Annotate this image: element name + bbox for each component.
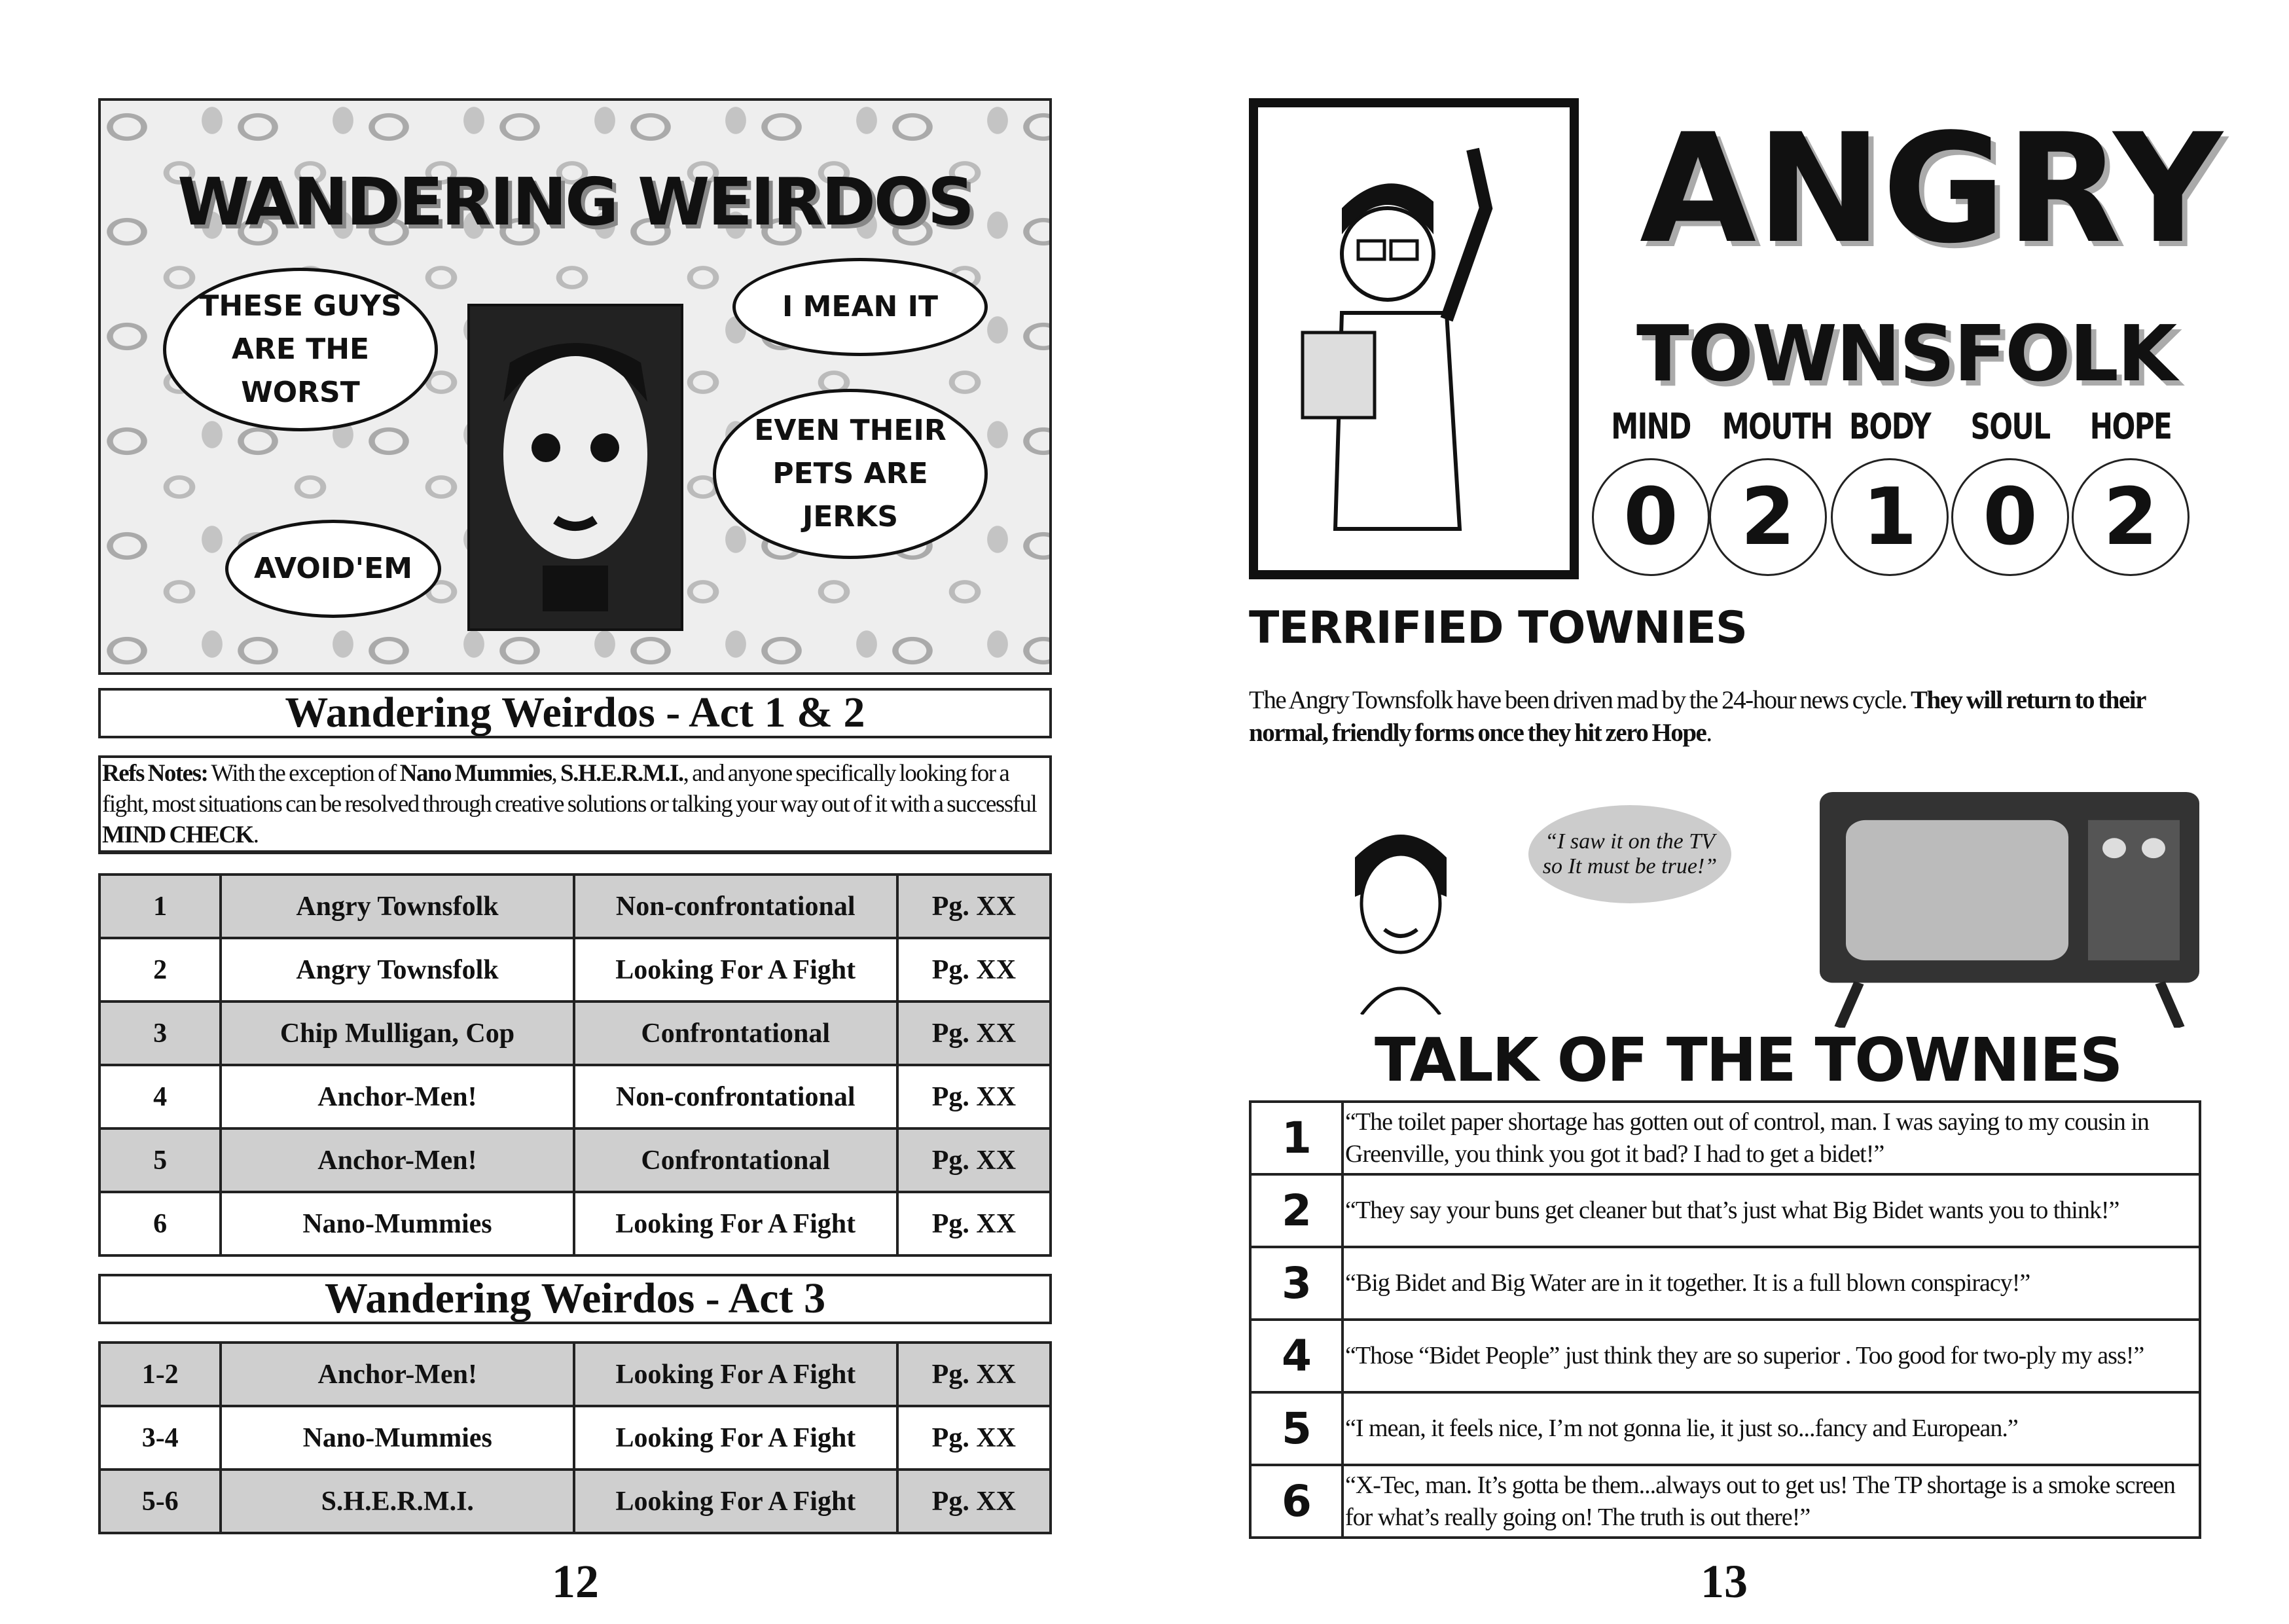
table-row — [1250, 1102, 2200, 1174]
stat-value-body: 1 — [1831, 458, 1949, 576]
roll-number: 5 — [1250, 1392, 1343, 1465]
speech-bubble: “I saw it on the TV so It must be true!” — [1528, 805, 1731, 903]
act-1-2-header: Wandering Weirdos - Act 1 & 2 — [98, 688, 1052, 738]
page-ref-cell: Pg. XX — [897, 875, 1051, 938]
angry-townsfolk-illustration — [1249, 98, 1579, 579]
speech-bubble: AVOID'EM — [225, 520, 441, 618]
table-row — [99, 1001, 1051, 1065]
notes-bold: Nano Mummies — [399, 760, 552, 787]
banner-title: WANDERING WEIRDOS — [177, 164, 973, 240]
talk-title: TALK OF THE TOWNIES — [1375, 1025, 2122, 1095]
table-row — [99, 938, 1051, 1001]
roll-cell: 5 — [99, 1128, 221, 1192]
weirdo-face-illustration — [467, 304, 683, 631]
section-title: TERRIFIED TOWNIES — [1249, 602, 1748, 654]
page-number-12: 12 — [552, 1555, 599, 1608]
page-ref-cell: Pg. XX — [897, 1001, 1051, 1065]
attitude-cell: Looking For A Fight — [574, 1343, 897, 1406]
page-number-13: 13 — [1701, 1555, 1748, 1608]
attitude-cell: Non-confrontational — [574, 1065, 897, 1128]
attitude-cell: Looking For A Fight — [574, 1406, 897, 1470]
roll-cell: 1-2 — [99, 1343, 221, 1406]
act-3-header: Wandering Weirdos - Act 3 — [98, 1274, 1052, 1324]
rumor-text: “Big Bidet and Big Water are in it together. It is a full blown conspiracy!” — [1343, 1247, 2200, 1320]
stat-value-hope: 2 — [2072, 458, 2190, 576]
rumor-text: “Those “Bidet People” just think they are so superior . Too good for two-ply my ass!” — [1343, 1320, 2200, 1392]
description-text: The Angry Townsfolk have been driven mad by the 24-hour news cycle. — [1249, 686, 1911, 714]
attitude-cell: Looking For A Fight — [574, 1470, 897, 1533]
encounter-cell: Chip Mulligan, Cop — [221, 1001, 573, 1065]
table-row — [99, 875, 1051, 938]
encounter-cell: Nano-Mummies — [221, 1192, 573, 1255]
table-row — [99, 1128, 1051, 1192]
stat-label-body: BODY — [1848, 406, 1931, 447]
roll-cell: 2 — [99, 938, 221, 1001]
table-row — [1250, 1247, 2200, 1320]
encounter-cell: Nano-Mummies — [221, 1406, 574, 1470]
stat-label-hope: HOPE — [2089, 406, 2172, 447]
table-row — [99, 1192, 1051, 1255]
attitude-cell: Confrontational — [574, 1128, 897, 1192]
encounter-cell: Anchor-Men! — [221, 1128, 573, 1192]
rumor-text: “The toilet paper shortage has gotten out of control, man. I was saying to my cousin in Greenville, you think you got it bad? I had to get a bidet!” — [1343, 1102, 2200, 1174]
page-ref-cell: Pg. XX — [897, 938, 1051, 1001]
roll-number: 2 — [1250, 1174, 1343, 1247]
roll-cell: 6 — [99, 1192, 221, 1255]
stat-value-mouth: 2 — [1709, 458, 1827, 576]
notes-text: , — [551, 760, 561, 787]
roll-number: 1 — [1250, 1102, 1343, 1174]
wandering-weirdos-banner — [98, 98, 1052, 675]
notes-text: With the exception of — [207, 760, 400, 787]
talk-table — [1249, 1100, 2201, 1539]
table-row — [99, 1065, 1051, 1128]
speech-bubble: EVEN THEIR PETS ARE JERKS — [713, 389, 988, 559]
table-row — [1250, 1320, 2200, 1392]
notes-bold: MIND CHECK — [102, 821, 253, 848]
encounter-cell: Angry Townsfolk — [221, 875, 573, 938]
encounter-cell: Anchor-Men! — [221, 1065, 573, 1128]
notes-text: , and anyone specifically looking for a fight, most situations can be resolved through creative solutions or talking your way out of it with a successful — [102, 760, 1037, 818]
rumor-text: “I mean, it feels nice, I’m not gonna lie, it just so...fancy and European.” — [1343, 1392, 2200, 1465]
roll-cell: 1 — [99, 875, 221, 938]
encounter-cell: Angry Townsfolk — [221, 938, 573, 1001]
stat-value-soul: 0 — [1951, 458, 2069, 576]
notes-text: . — [253, 821, 259, 848]
description — [1249, 684, 2205, 749]
refs-notes — [98, 755, 1052, 854]
woman-illustration — [1335, 818, 1466, 1015]
roll-cell: 4 — [99, 1065, 221, 1128]
encounter-cell: Anchor-Men! — [221, 1343, 574, 1406]
table-row — [1250, 1465, 2200, 1538]
page-ref-cell: Pg. XX — [897, 1128, 1051, 1192]
table-row — [99, 1470, 1051, 1533]
act-1-2-table — [98, 873, 1052, 1257]
roll-number: 3 — [1250, 1247, 1343, 1320]
notes-label: Refs Notes: — [102, 760, 208, 787]
title-angry: ANGRY — [1640, 102, 2223, 277]
stat-label-mind: MIND — [1611, 406, 1691, 447]
rumor-text: “They say your buns get cleaner but that’s just what Big Bidet wants you to think!” — [1343, 1174, 2200, 1247]
stat-value-mind: 0 — [1592, 458, 1710, 576]
roll-number: 4 — [1250, 1320, 1343, 1392]
stat-label-soul: SOUL — [1970, 406, 2050, 447]
page-ref-cell: Pg. XX — [897, 1470, 1051, 1533]
table-row — [1250, 1174, 2200, 1247]
attitude-cell: Non-confrontational — [574, 875, 897, 938]
speech-bubble: THESE GUYS ARE THE WORST — [163, 268, 438, 431]
description-end: . — [1706, 719, 1712, 747]
stat-label-mouth: MOUTH — [1721, 406, 1832, 447]
tv-illustration — [1820, 792, 2199, 1028]
title-townsfolk: TOWNSFOLK — [1636, 308, 2176, 399]
attitude-cell: Confrontational — [574, 1001, 897, 1065]
roll-number: 6 — [1250, 1465, 1343, 1538]
speech-bubble: I MEAN IT — [732, 258, 988, 356]
description-bold: They will return to their normal, friendly forms once they hit zero Hope — [1249, 686, 2146, 747]
page-ref-cell: Pg. XX — [897, 1406, 1051, 1470]
notes-bold: S.H.E.R.M.I. — [560, 760, 683, 787]
attitude-cell: Looking For A Fight — [574, 938, 897, 1001]
encounter-cell: S.H.E.R.M.I. — [221, 1470, 574, 1533]
table-row — [99, 1406, 1051, 1470]
page-ref-cell: Pg. XX — [897, 1065, 1051, 1128]
roll-cell: 3-4 — [99, 1406, 221, 1470]
roll-cell: 5-6 — [99, 1470, 221, 1533]
rumor-text: “X-Tec, man. It’s gotta be them...always out to get us! The TP shortage is a smoke screen for what’s really going on! The truth is out there!” — [1343, 1465, 2200, 1538]
attitude-cell: Looking For A Fight — [574, 1192, 897, 1255]
table-row — [99, 1343, 1051, 1406]
roll-cell: 3 — [99, 1001, 221, 1065]
page-ref-cell: Pg. XX — [897, 1343, 1051, 1406]
page-ref-cell: Pg. XX — [897, 1192, 1051, 1255]
act-3-table — [98, 1341, 1052, 1534]
table-row — [1250, 1392, 2200, 1465]
